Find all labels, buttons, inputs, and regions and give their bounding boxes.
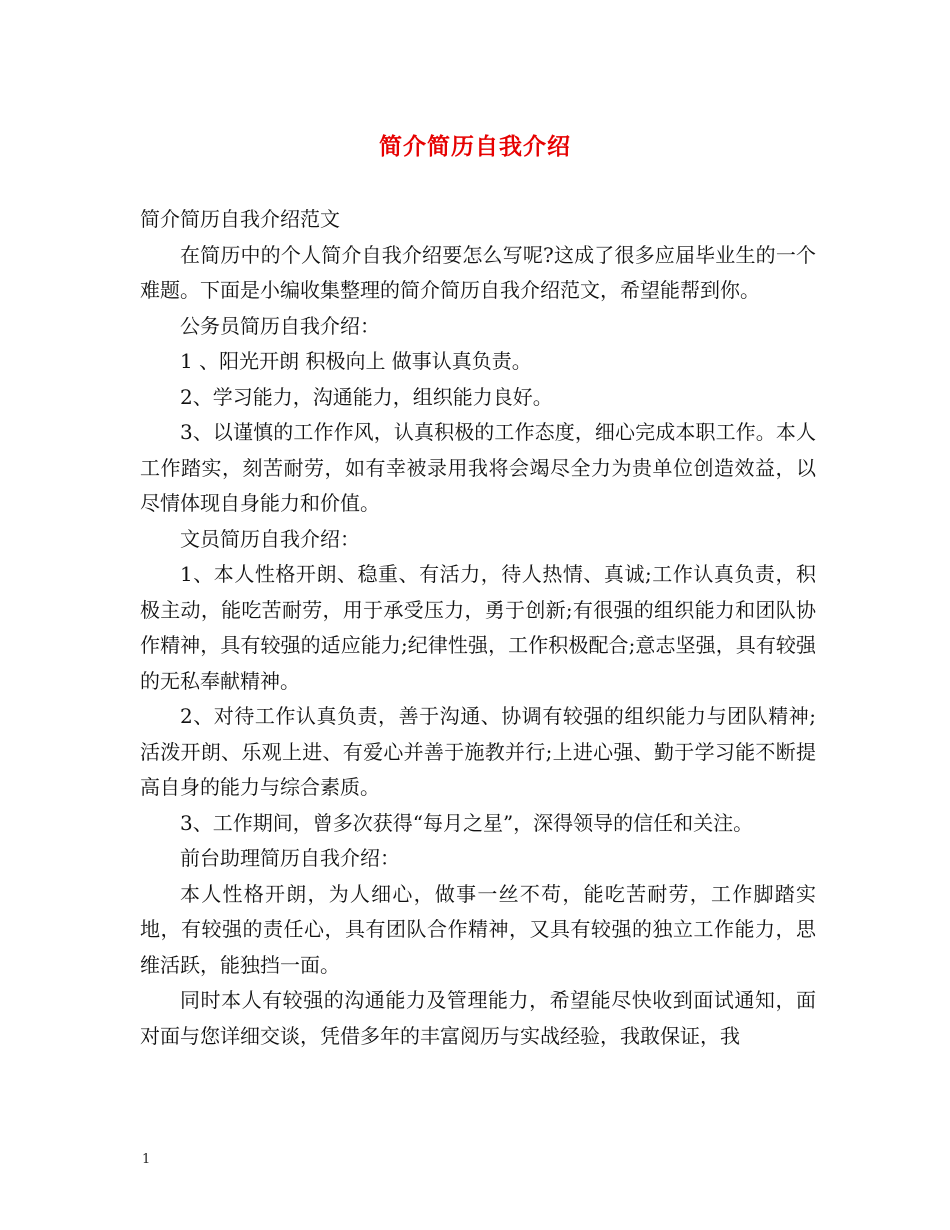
list-item: 3、以谨慎的工作作风，认真积极的工作态度，细心完成本职工作。本人工作踏实，刻苦耐劳，如有幸被录用我将会竭尽全力为贵单位创造效益，以尽情体现自身能力和价值。 xyxy=(140,420,816,515)
paragraph: 在简历中的个人简介自我介绍要怎么写呢?这成了很多应届毕业生的一个难题。下面是小编收集整理的简介简历自我介绍范文，希望能帮到你。 xyxy=(140,242,816,302)
paragraph: 本人性格开朗，为人细心，做事一丝不苟，能吃苦耐劳，工作脚踏实地，有较强的责任心，具有团队合作精神，又具有较强的独立工作能力，思维活跃，能独挡一面。 xyxy=(140,881,816,977)
paragraph: 同时本人有较强的沟通能力及管理能力，希望能尽快收到面试通知，面对面与您详细交谈，凭借多年的丰富阅历与实战经验，我敢保证，我 xyxy=(140,988,816,1048)
list-item: 3、工作期间，曾多次获得“每月之星”，深得领导的信任和关注。 xyxy=(180,810,754,835)
section-heading: 文员简历自我介绍： xyxy=(180,526,360,551)
document-body xyxy=(140,202,816,1054)
list-item: 2、对待工作认真负责，善于沟通、协调有较强的组织能力与团队精神;活泼开朗、乐观上进、有爱心并善于施教并行;上进心强、勤于学习能不断提高自身的能力与综合素质。 xyxy=(140,704,816,799)
subtitle: 简介简历自我介绍范文 xyxy=(140,207,340,231)
list-item: 1、本人性格开朗、稳重、有活力，待人热情、真诚;工作认真负责，积极主动，能吃苦耐劳，用于承受压力，勇于创新;有很强的组织能力和团队协作精神，具有较强的适应能力;纪律性强，工作积极配合;意志坚强，具有较强的无私奉献精神。 xyxy=(140,562,816,693)
page-number: 1 xyxy=(142,1152,151,1167)
section-heading: 前台助理简历自我介绍： xyxy=(180,846,400,870)
section-heading: 公务员简历自我介绍： xyxy=(180,313,380,338)
list-item: 1 、阳光开朗 积极向上 做事认真负责。 xyxy=(180,349,532,373)
list-item: 2、学习能力，沟通能力，组织能力良好。 xyxy=(180,384,553,409)
page-title: 简介简历自我介绍 xyxy=(379,133,571,160)
